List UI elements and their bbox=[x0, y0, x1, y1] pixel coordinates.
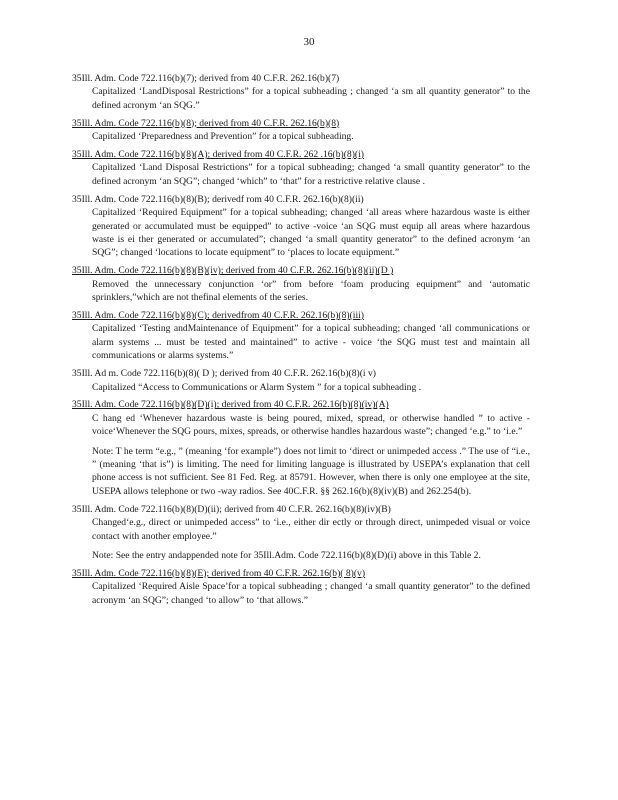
entry-citation: 35Ill. Adm. Code 722.116(b)(8); derived from 40 C.F.R. 262.16(b)(8) bbox=[72, 117, 340, 129]
entry-citation: 35Ill. Adm. Code 722.116(b)(7); derived from 40 C.F.R. 262.16(b)(7) bbox=[72, 73, 340, 84]
entry-citation: 35Ill. Adm. Code 722.116(b)(8)(D)(ii); derived from 40 C.F.R. 262.16(b)(8)(iv)(B) bbox=[72, 503, 391, 515]
entry-citation: 35Ill. Adm. Code 722.116(b)(8)(C); derivedfrom 40 C.F.R. 262.16(b)(8)(iii) bbox=[72, 310, 364, 321]
entry-text: Capitalized ‘Testing andMaintenance of Equipment” for a topical subheading; changed ‘all communications or alarm systems ... must be tested and maintained” to active - voice ‘the SQG must test and maintain all communications or alarms systems.” bbox=[92, 323, 530, 362]
entry-text: Removed the unnecessary conjunction ‘or” from before ‘foam producing equipment” and ‘automatic sprinklers,”which are not thefinal elements of the series. bbox=[92, 278, 530, 304]
table-entry bbox=[72, 72, 530, 112]
entry-text: Capitalized ‘Preparedness and Prevention” for a topical subheading. bbox=[92, 131, 354, 143]
entry-citation: 35Ill. Adm. Code 722.116(b)(8)(B); derivedf rom 40 C.F.R. 262.16(b)(8)(ii) bbox=[72, 193, 364, 205]
document-body bbox=[72, 72, 530, 612]
table-entry bbox=[72, 264, 530, 304]
entry-text: C hang ed ‘Whenever hazardous waste is being poured, mixed, spread, or otherwise handled ” to active -voice‘Whenever the SQG pours, mixes, spreads, or otherwise handles hazardous waste”; changed ‘e.g.” to ‘i.e.” bbox=[92, 412, 530, 438]
table-entry bbox=[72, 367, 530, 394]
entry-note: Note: T he term “e.g., ” (meaning ‘for example”) does not limit to ‘direct or unimpeded access .” The use of “i.e., ” (meaning ‘that is”) is limiting. The need for limiting language is illustrated by USEPA’s explanation that cell phone access is not sufficient. See 81 Fed. Reg. at 85791. However, when there is only one employee at the site, USEPA allows telephone or two -way radios. See 40C.F.R. §§ 262.16(b)(8)(iv)(B) and 262.254(b). bbox=[92, 445, 530, 497]
entry-citation: 35Ill. Adm. Code 722.116(b)(8)(B)(iv); derived from 40 C.F.R. 262.16(b)(8)(ii)(D ) bbox=[72, 265, 394, 277]
table-entry bbox=[72, 193, 530, 260]
entry-citation: 35Ill. Adm. Code 722.116(b)(8)(E); derived from 40 C.F.R. 262.16(b)( 8)(v) bbox=[72, 567, 366, 579]
entry-citation: 35Ill. Adm. Code 722.116(b)(8)(D)(i); derived from 40 C.F.R. 262.16(b)(8)(iv)(A) bbox=[72, 399, 389, 411]
table-entry bbox=[72, 148, 530, 188]
entry-text: Capitalized “Access to Communications or Alarm System ” for a topical subheading . bbox=[92, 381, 422, 393]
entry-text: Capitalized ‘Required Equipment” for a topical subheading; changed ‘all areas where hazardous waste is either generated or accumulated must be equipped” to active -voice ‘an SQG must equip all areas where hazardous waste is ei ther generated or accumulated”; changed ‘a small quantity generator” to the defined acronym ‘an SQG”; changed ‘locations to locate equipment” to ‘places to locate equipment.” bbox=[92, 207, 530, 259]
entry-text: Capitalized ‘Land Disposal Restrictions” for a topical subheading; changed ‘a small quantity generator” to the defined acronym ‘an SQG”; changed ‘which” to ‘that” for a restrictive relative clause . bbox=[92, 162, 530, 187]
entry-citation: 35Ill. Ad m. Code 722.116(b)(8)( D ); derived from 40 C.F.R. 262.16(b)(8)(i v) bbox=[72, 368, 376, 380]
table-entry bbox=[72, 503, 530, 563]
page-number: 30 bbox=[303, 36, 315, 48]
table-entry bbox=[72, 567, 530, 607]
table-entry bbox=[72, 398, 530, 498]
table-entry bbox=[72, 117, 530, 144]
entry-text: Capitalized ‘Required Aisle Space’for a topical subheading ; changed ‘a small quantity generator” to the defined acronym ‘an SQG”; changed ‘to allow” to ‘that allows.” bbox=[92, 581, 530, 606]
entry-note: Note: See the entry andappended note for 35Ill.Adm. Code 722.116(b)(8)(D)(i) above in this Table 2. bbox=[92, 550, 481, 561]
entry-text: Capitalized ‘LandDisposal Restrictions” for a topical subheading ; changed ‘a sm all quantity generator” to the defined acronym ‘an SQG.” bbox=[92, 86, 530, 111]
table-entry bbox=[72, 309, 530, 363]
entry-citation: 35Ill. Adm. Code 722.116(b)(8)(A); derived from 40 C.F.R. 262 .16(b)(8)(i) bbox=[72, 149, 364, 161]
entry-text: Changed‘e.g., direct or unimpeded access” to ‘i.e., either dir ectly or through direct, unimpeded visual or voice contact with another employee.” bbox=[92, 517, 530, 542]
